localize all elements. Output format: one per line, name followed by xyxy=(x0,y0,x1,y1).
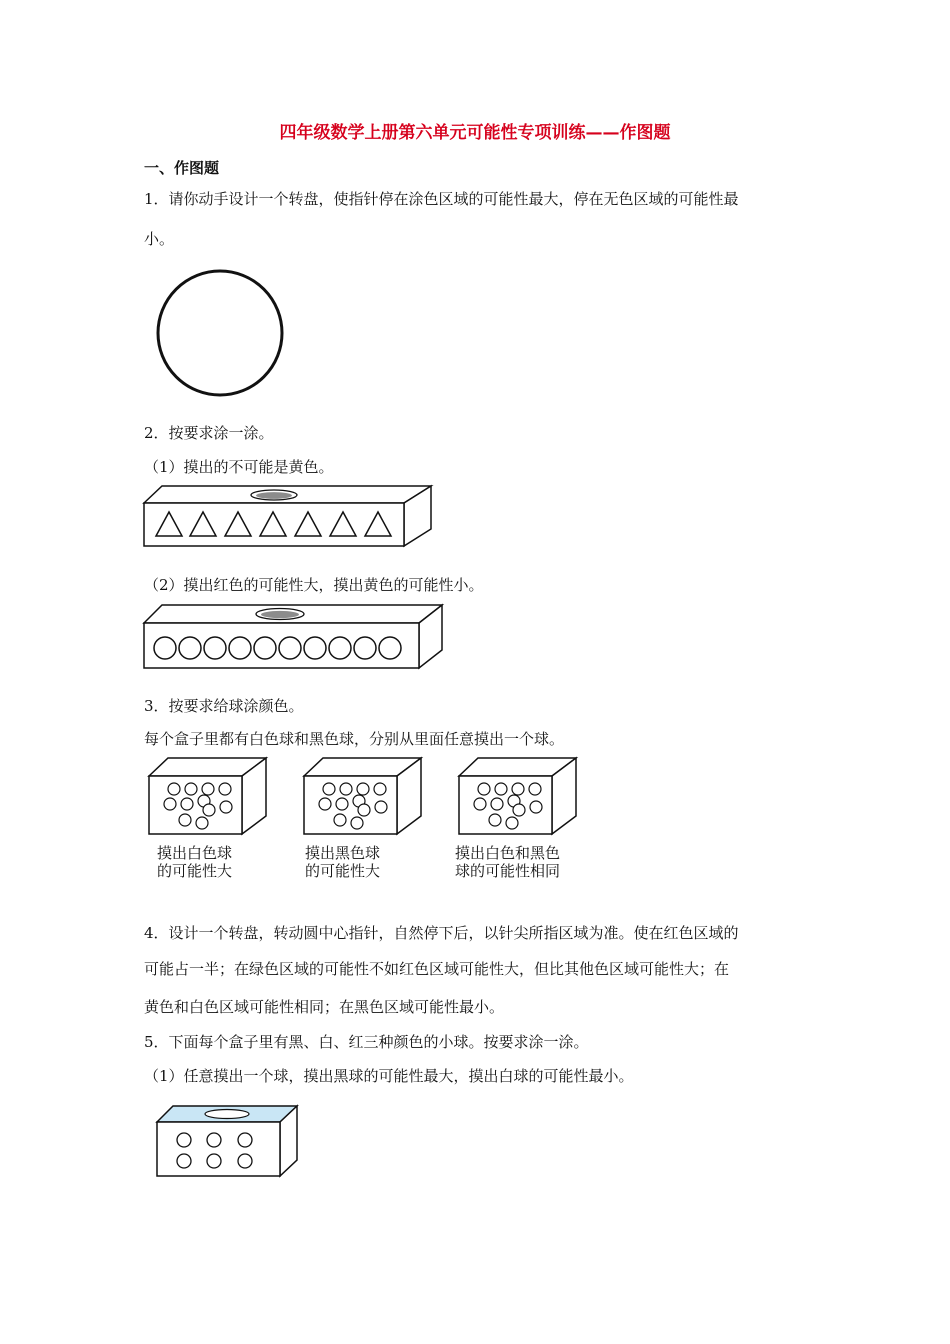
q3-box-2-caption-line1: 摸出黑色球 xyxy=(305,844,381,862)
q3-box-1-caption-line2: 的可能性大 xyxy=(157,862,233,880)
q2-triangle-box xyxy=(143,485,433,549)
q3-box-1-caption-line1: 摸出白色球 xyxy=(157,844,233,862)
ball-8 xyxy=(329,637,351,659)
ball-1 xyxy=(154,637,176,659)
ball-10 xyxy=(379,637,401,659)
q3-box-2 xyxy=(303,757,423,837)
q4-text-line3: 黄色和白色区域可能性相同；在黑色区域可能性最小。 xyxy=(144,998,505,1016)
q3-box-2-caption-line2: 的可能性大 xyxy=(305,862,381,880)
q3-description: 每个盒子里都有白色球和黑色球，分别从里面任意摸出一个球。 xyxy=(144,730,565,748)
q2-circle-box xyxy=(143,604,445,670)
q3-box-1 xyxy=(148,757,268,837)
q2-sub2-text: （2）摸出红色的可能性大，摸出黄色的可能性小。 xyxy=(144,576,484,594)
q1-blank-spinner-circle xyxy=(156,271,286,401)
section-heading: 一、作图题 xyxy=(144,159,220,177)
ball-3 xyxy=(204,637,226,659)
q3-box-3-caption-line2: 球的可能性相同 xyxy=(455,862,561,880)
q2-sub1-text: （1）摸出的不可能是黄色。 xyxy=(144,458,334,476)
q3-box-3 xyxy=(458,757,578,837)
page-title: 四年级数学上册第六单元可能性专项训练——作图题 xyxy=(279,123,671,143)
q3-box-3-caption-line1: 摸出白色和黑色 xyxy=(455,844,561,862)
q3-text: 3．按要求给球涂颜色。 xyxy=(144,697,304,715)
ball-9 xyxy=(354,637,376,659)
ball-2 xyxy=(179,637,201,659)
q1-text-line2: 小。 xyxy=(144,230,175,248)
q5-sub1-text: （1）任意摸出一个球，摸出黑球的可能性最大，摸出白球的可能性最小。 xyxy=(144,1067,634,1085)
q5-ball-box xyxy=(156,1105,300,1179)
q2-text: 2．按要求涂一涂。 xyxy=(144,424,274,442)
q5-text: 5．下面每个盒子里有黑、白、红三种颜色的小球。按要求涂一涂。 xyxy=(144,1033,589,1051)
q4-text-line1: 4．设计一个转盘，转动圆中心指针，自然停下后，以针尖所指区域为准。使在红色区域的 xyxy=(144,924,739,942)
ball-7 xyxy=(304,637,326,659)
q4-text-line2: 可能占一半；在绿色区域的可能性不如红色区域可能性大，但比其他色区域可能性大；在 xyxy=(144,960,730,978)
ball-6 xyxy=(279,637,301,659)
ball-5 xyxy=(254,637,276,659)
q1-text-line1: 1．请你动手设计一个转盘，使指针停在涂色区域的可能性最大，停在无色区域的可能性最 xyxy=(144,190,739,208)
ball-4 xyxy=(229,637,251,659)
